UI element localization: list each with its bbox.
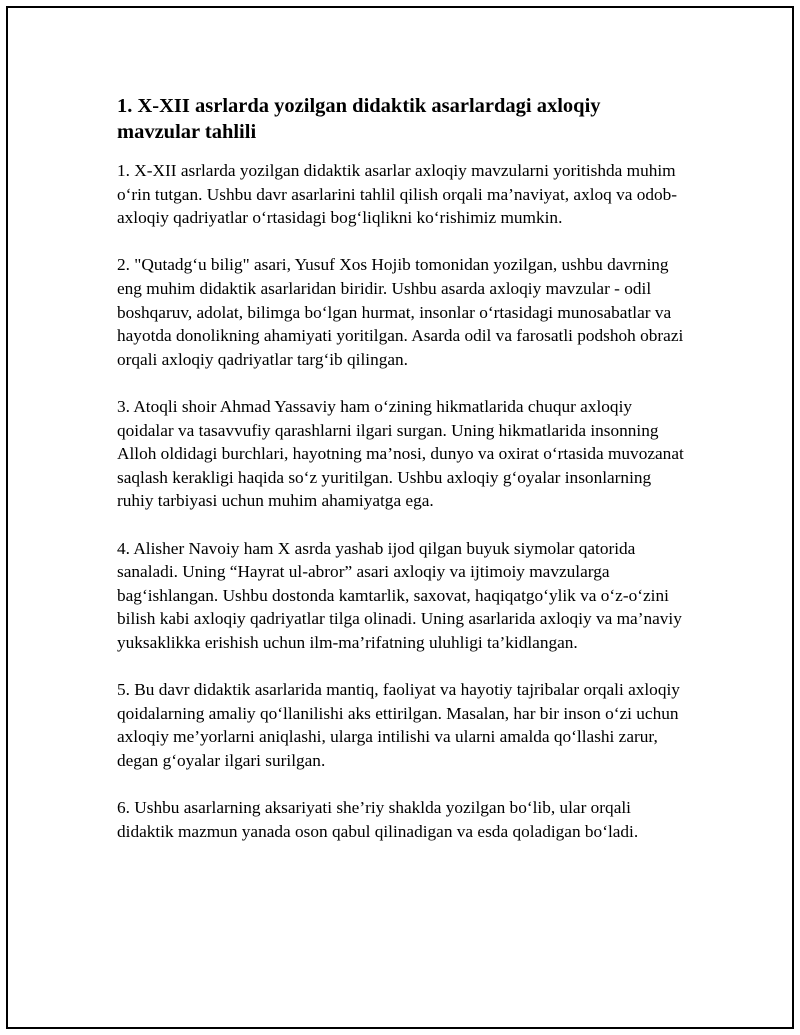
paragraph-4: 4. Alisher Navoiy ham X asrda yashab ijod qilgan buyuk siymolar qatorida sanaladi. Uning “Hayrat ul-abror” asari axloqiy va ijtimoiy mavzularga bag‘ishlangan. Ushbu dostonda kamtarlik, saxovat, haqiqatgo‘ylik va o‘z-o‘zini bilish kabi axloqiy qadriyatlar tilga olinadi. Uning asarlarida axloqiy va ma’naviy yuksaklikka erishish uchun ilm-ma’rifatning uluhligi ta’kidlangan. bbox=[117, 538, 682, 652]
paragraph-5: 5. Bu davr didaktik asarlarida mantiq, faoliyat va hayotiy tajribalar orqali axloqiy qoidalarning amaliy qo‘llanilishi aks ettirilgan. Masalan, har bir inson o‘zi uchun axloqiy me’yorlarni aniqlashi, ularga intilishi va ularni amalda qo‘llashi zarur, degan g‘oyalar ilgari surilgan. bbox=[117, 680, 680, 770]
paragraph-6: 6. Ushbu asarlarning aksariyati she’riy shaklda yozilgan bo‘lib, ular orqali didaktik mazmun yanada oson qabul qilinadigan va esda qoladigan bo‘ladi. bbox=[117, 798, 639, 841]
paragraph-1: 1. X-XII asrlarda yozilgan didaktik asarlar axloqiy mavzularni yoritishda muhim o‘rin tutgan. Ushbu davr asarlarini tahlil qilish orqali ma’naviyat, axloq va odob-axloqiy qadriyatlar o‘rtasidagi bog‘liqlikni ko‘rishimiz mumkin. bbox=[117, 161, 678, 228]
paragraph-2: 2. "Qutadg‘u bilig" asari, Yusuf Xos Hojib tomonidan yozilgan, ushbu davrning eng muhim didaktik asarlaridan biridir. Ushbu asarda axloqiy mavzular - odil boshqaruv, adolat, bilimga bo‘lgan hurmat, insonlar o‘rtasidagi munosabatlar va hayotda donolikning ahamiyati yoritilgan. Asarda odil va farosatli podshoh obrazi orqali axloqiy qadriyatlar targ‘ib qilingan. bbox=[117, 255, 684, 369]
document-body bbox=[117, 93, 687, 867]
paragraph-3: 3. Atoqli shoir Ahmad Yassaviy ham o‘zining hikmatlarida chuqur axloqiy qoidalar va tasavvufiy qarashlarni ilgari surgan. Uning hikmatlarida insonning Alloh oldidagi burchlari, hayotning ma’nosi, dunyo va oxirat o‘rtasida muvozanat saqlash kerakligi haqida so‘z yuritilgan. Ushbu axloqiy g‘oyalar insonlarning ruhiy tarbiyasi uchun muhim ahamiyatga ega. bbox=[117, 396, 684, 511]
document-title: 1. X-XII asrlarda yozilgan didaktik asarlardagi axloqiy mavzular tahlili bbox=[117, 95, 601, 143]
